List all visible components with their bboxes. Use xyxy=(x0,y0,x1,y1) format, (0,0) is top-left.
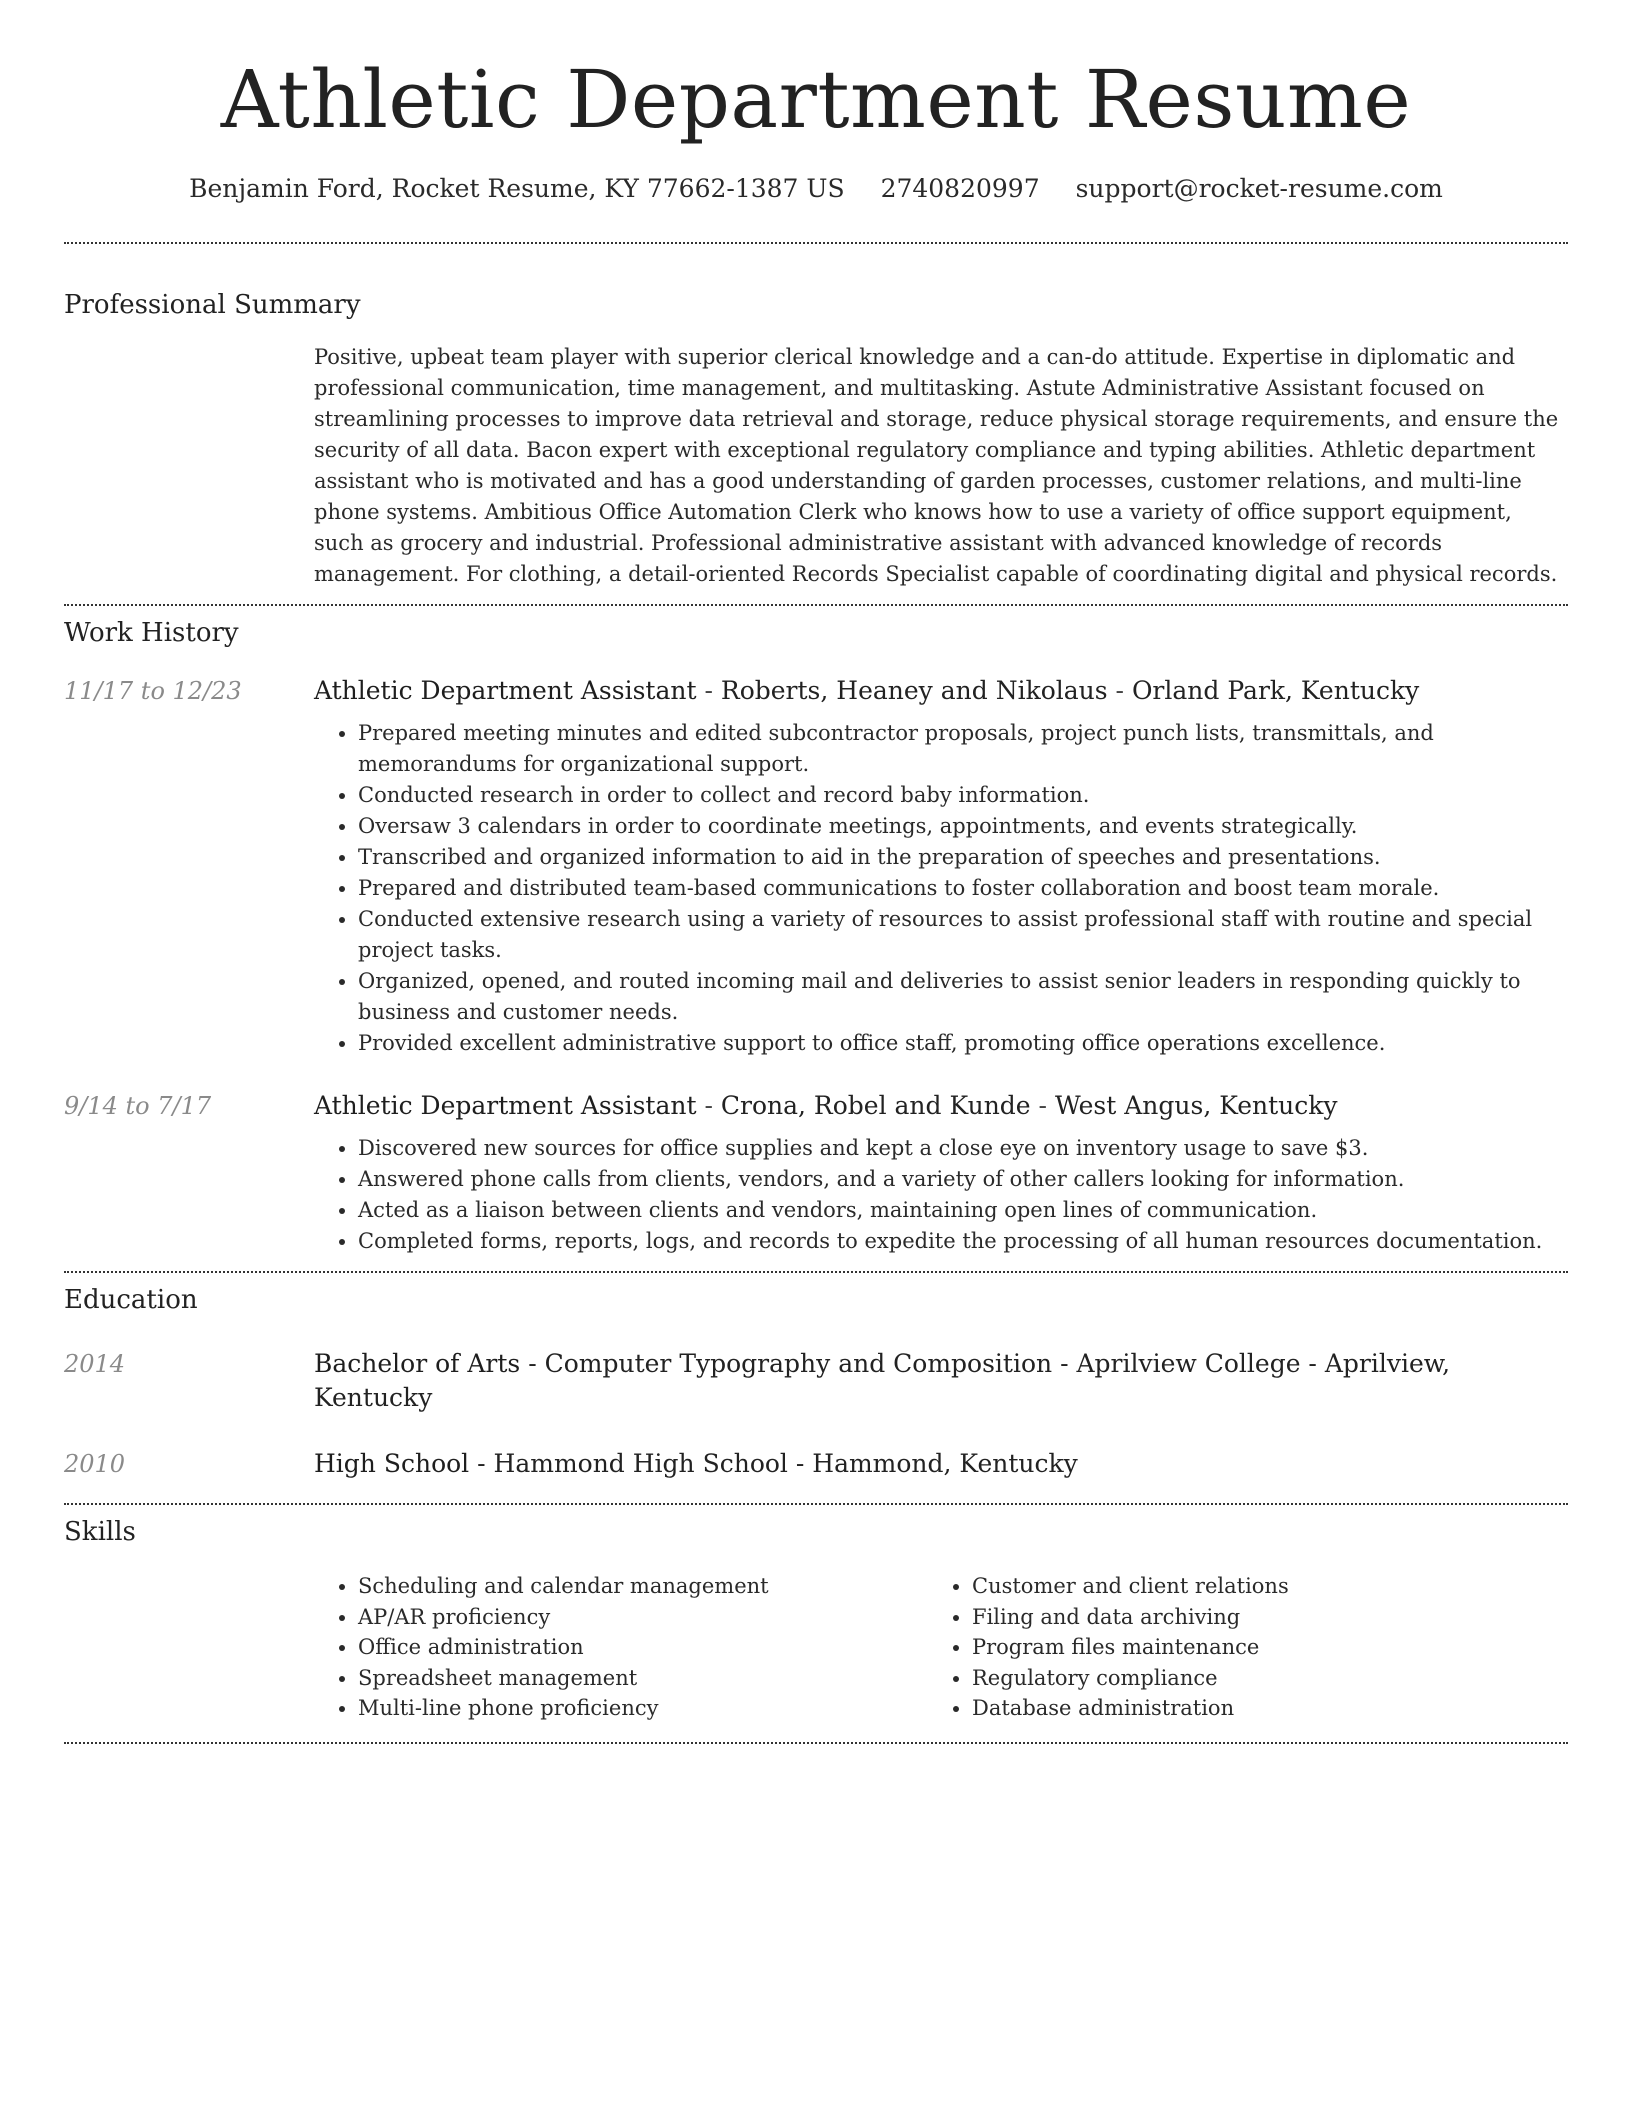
education-entry xyxy=(64,1447,1568,1481)
list-item: • Scheduling and calendar management xyxy=(358,1571,928,1602)
list-item: • Conducted research in order to collect and record baby information. xyxy=(358,780,1568,811)
job-company: Crona, Robel and Kunde xyxy=(720,1091,1031,1120)
job-separator: - xyxy=(696,1091,721,1120)
education-degree: High School xyxy=(314,1449,470,1478)
contact-phone: 2740820997 xyxy=(880,174,1040,203)
education-section xyxy=(64,1273,1568,1481)
list-item: • Customer and client relations xyxy=(972,1571,1289,1602)
skills-title: Skills xyxy=(64,1517,136,1547)
list-item: • Program files maintenance xyxy=(972,1632,1289,1663)
education-details: - Hammond High School - Hammond, Kentucky xyxy=(469,1449,1078,1478)
job-position: Athletic Department Assistant xyxy=(314,1091,697,1120)
education-entry xyxy=(64,1347,1568,1415)
skills-list-right xyxy=(928,1571,1289,1724)
list-item: • Acted as a liaison between clients and vendors, maintaining open lines of communication. xyxy=(358,1195,1568,1226)
list-item: • Transcribed and organized information to aid in the preparation of speeches and presentations. xyxy=(358,842,1568,873)
list-item: • Prepared meeting minutes and edited subcontractor proposals, project punch lists, transmittals, and memorandums for organizational support. xyxy=(358,718,1568,780)
job-dates: 9/14 to 7/17 xyxy=(64,1092,212,1120)
list-item: • Office administration xyxy=(358,1632,928,1663)
skills-columns xyxy=(314,1571,1568,1724)
summary-text: Positive, upbeat team player with superior clerical knowledge and a can-do attitude. Expertise in diplomatic and professional communication, time management, and multitasking. Astute Administrative Assistant focused on streamlining processes to improve data retrieval and storage, reduce physical storage requirements, and ensure the security of all data. Bacon expert with exceptional regulatory compliance and typing abilities. Athletic department assistant who is motivated and has a good understanding of garden processes, customer relations, and multi-line phone systems. Ambitious Office Automation Clerk who knows how to use a variety of office support equipment, such as grocery and industrial. Professional administrative assistant with advanced knowledge of records management. For clothing, a detail-oriented Records Specialist capable of coordinating digital and physical records. xyxy=(314,345,1559,586)
resume-header xyxy=(64,0,1568,206)
list-item: • Provided excellent administrative support to office staff, promoting office operations excellence. xyxy=(358,1028,1568,1059)
job-location: West Angus, Kentucky xyxy=(1054,1091,1338,1120)
list-item: • Spreadsheet management xyxy=(358,1663,928,1694)
job-position: Athletic Department Assistant xyxy=(314,676,697,705)
education-title: Education xyxy=(64,1285,198,1315)
education-degree: Bachelor of Arts xyxy=(314,1349,521,1378)
list-item: • Completed forms, reports, logs, and records to expedite the processing of all human resources documentation. xyxy=(358,1226,1568,1257)
education-year: 2010 xyxy=(64,1450,126,1478)
contact-address: Benjamin Ford, Rocket Resume, KY 77662-1387 US xyxy=(189,174,845,203)
list-item: • Answered phone calls from clients, vendors, and a variety of other callers looking for information. xyxy=(358,1164,1568,1195)
job-separator: - xyxy=(696,676,721,705)
job-bullets xyxy=(314,718,1568,1059)
summary-title: Professional Summary xyxy=(64,290,361,320)
job-separator: - xyxy=(1107,676,1132,705)
list-item: • Oversaw 3 calendars in order to coordinate meetings, appointments, and events strategically. xyxy=(358,811,1568,842)
education-year: 2014 xyxy=(64,1350,126,1378)
work-history-section xyxy=(64,606,1568,1257)
skills-section xyxy=(64,1505,1568,1724)
list-item: • Conducted extensive research using a variety of resources to assist professional staff with routine and special project tasks. xyxy=(358,904,1568,966)
job-entry xyxy=(64,1089,1568,1257)
list-item: • Database administration xyxy=(972,1693,1289,1724)
list-item: • Filing and data archiving xyxy=(972,1602,1289,1633)
job-entry xyxy=(64,674,1568,1059)
job-separator: - xyxy=(1030,1091,1055,1120)
work-history-title: Work History xyxy=(64,618,239,648)
contact-email: support@rocket-resume.com xyxy=(1075,174,1443,203)
resume-title: Athletic Department Resume xyxy=(220,53,1412,146)
list-item: • Regulatory compliance xyxy=(972,1663,1289,1694)
job-heading xyxy=(314,1089,1568,1123)
summary-section xyxy=(64,244,1568,590)
contact-line xyxy=(64,172,1568,206)
job-location: Orland Park, Kentucky xyxy=(1131,676,1420,705)
divider xyxy=(64,1742,1568,1744)
education-details: - Computer Typography and Composition - Aprilview College - Aprilview, Kentucky xyxy=(314,1349,1451,1412)
job-dates: 11/17 to 12/23 xyxy=(64,677,242,705)
job-heading xyxy=(314,674,1568,708)
list-item: • AP/AR proficiency xyxy=(358,1602,928,1633)
education-heading xyxy=(314,1447,1568,1481)
list-item: • Organized, opened, and routed incoming mail and deliveries to assist senior leaders in responding quickly to business and customer needs. xyxy=(358,966,1568,1028)
list-item: • Discovered new sources for office supplies and kept a close eye on inventory usage to save $3. xyxy=(358,1133,1568,1164)
education-heading xyxy=(314,1347,1568,1415)
job-bullets xyxy=(314,1133,1568,1257)
list-item: • Multi-line phone proficiency xyxy=(358,1693,928,1724)
list-item: • Prepared and distributed team-based communications to foster collaboration and boost team morale. xyxy=(358,873,1568,904)
skills-list-left xyxy=(314,1571,928,1724)
job-company: Roberts, Heaney and Nikolaus xyxy=(720,676,1108,705)
